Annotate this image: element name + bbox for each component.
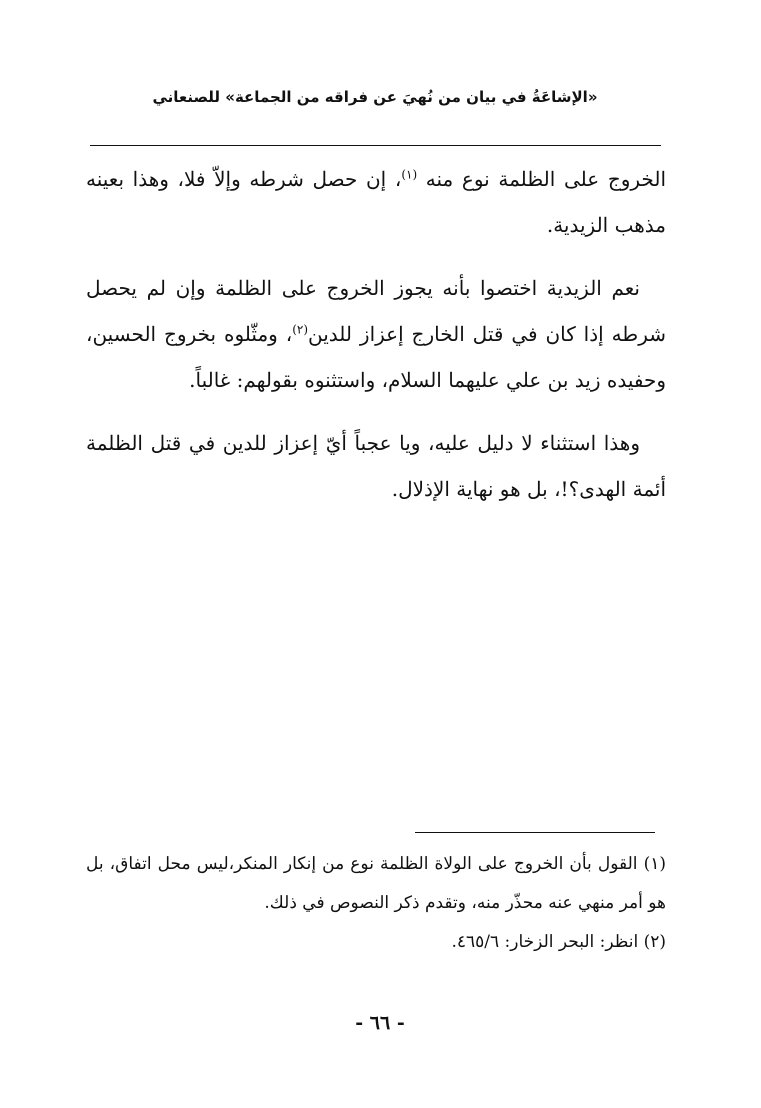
running-head-title: «الإشاعَةُ في بيان من نُهيَ عن فراقه من الجماعة» للصنعاني: [152, 88, 598, 106]
paragraph-1-text-start: الخروج على الظلمة نوع منه: [417, 167, 666, 191]
paragraph-2-text-start: نعم الزيدية اختصوا بأنه يجوز الخروج على الظلمة وإن لم يحصل شرطه إذا كان في قتل الخارج إعزاز للدين: [86, 276, 666, 346]
paragraph-2-text-end: ، ومثّلوه بخروج الحسين، وحفيده زيد بن علي عليهما السلام، واستثنوه بقولهم: غالباً.: [86, 322, 666, 392]
footnotes: [86, 845, 666, 962]
footnote-marker-2: (٢): [292, 322, 309, 337]
main-text: [86, 156, 666, 529]
header-divider: [90, 145, 661, 146]
footnote-marker-1: (١): [401, 167, 418, 182]
footnote-2: (٢) انظر: البحر الزخار: ٤٦٥/٦.: [451, 932, 666, 952]
paragraph-2: [86, 265, 666, 403]
paragraph-1-text-end: ، إن حصل شرطه وإلاّ فلا، وهذا بعينه مذهب الزيدية.: [86, 167, 666, 237]
paragraph-3: وهذا استثناء لا دليل عليه، ويا عجباً أيّ إعزاز للدين في قتل الظلمة أئمة الهدى؟!، بل هو نهاية الإذلال.: [86, 431, 666, 501]
page-number: - ٦٦ -: [355, 1012, 405, 1034]
footnote-1: (١) القول بأن الخروج على الولاة الظلمة نوع من إنكار المنكر،ليس محل اتفاق، بل هو أمر منهي عنه محذّر منه، وتقدم ذكر النصوص في ذلك.: [86, 854, 666, 913]
footnote-divider: [415, 832, 655, 833]
paragraph-1: [86, 156, 666, 248]
